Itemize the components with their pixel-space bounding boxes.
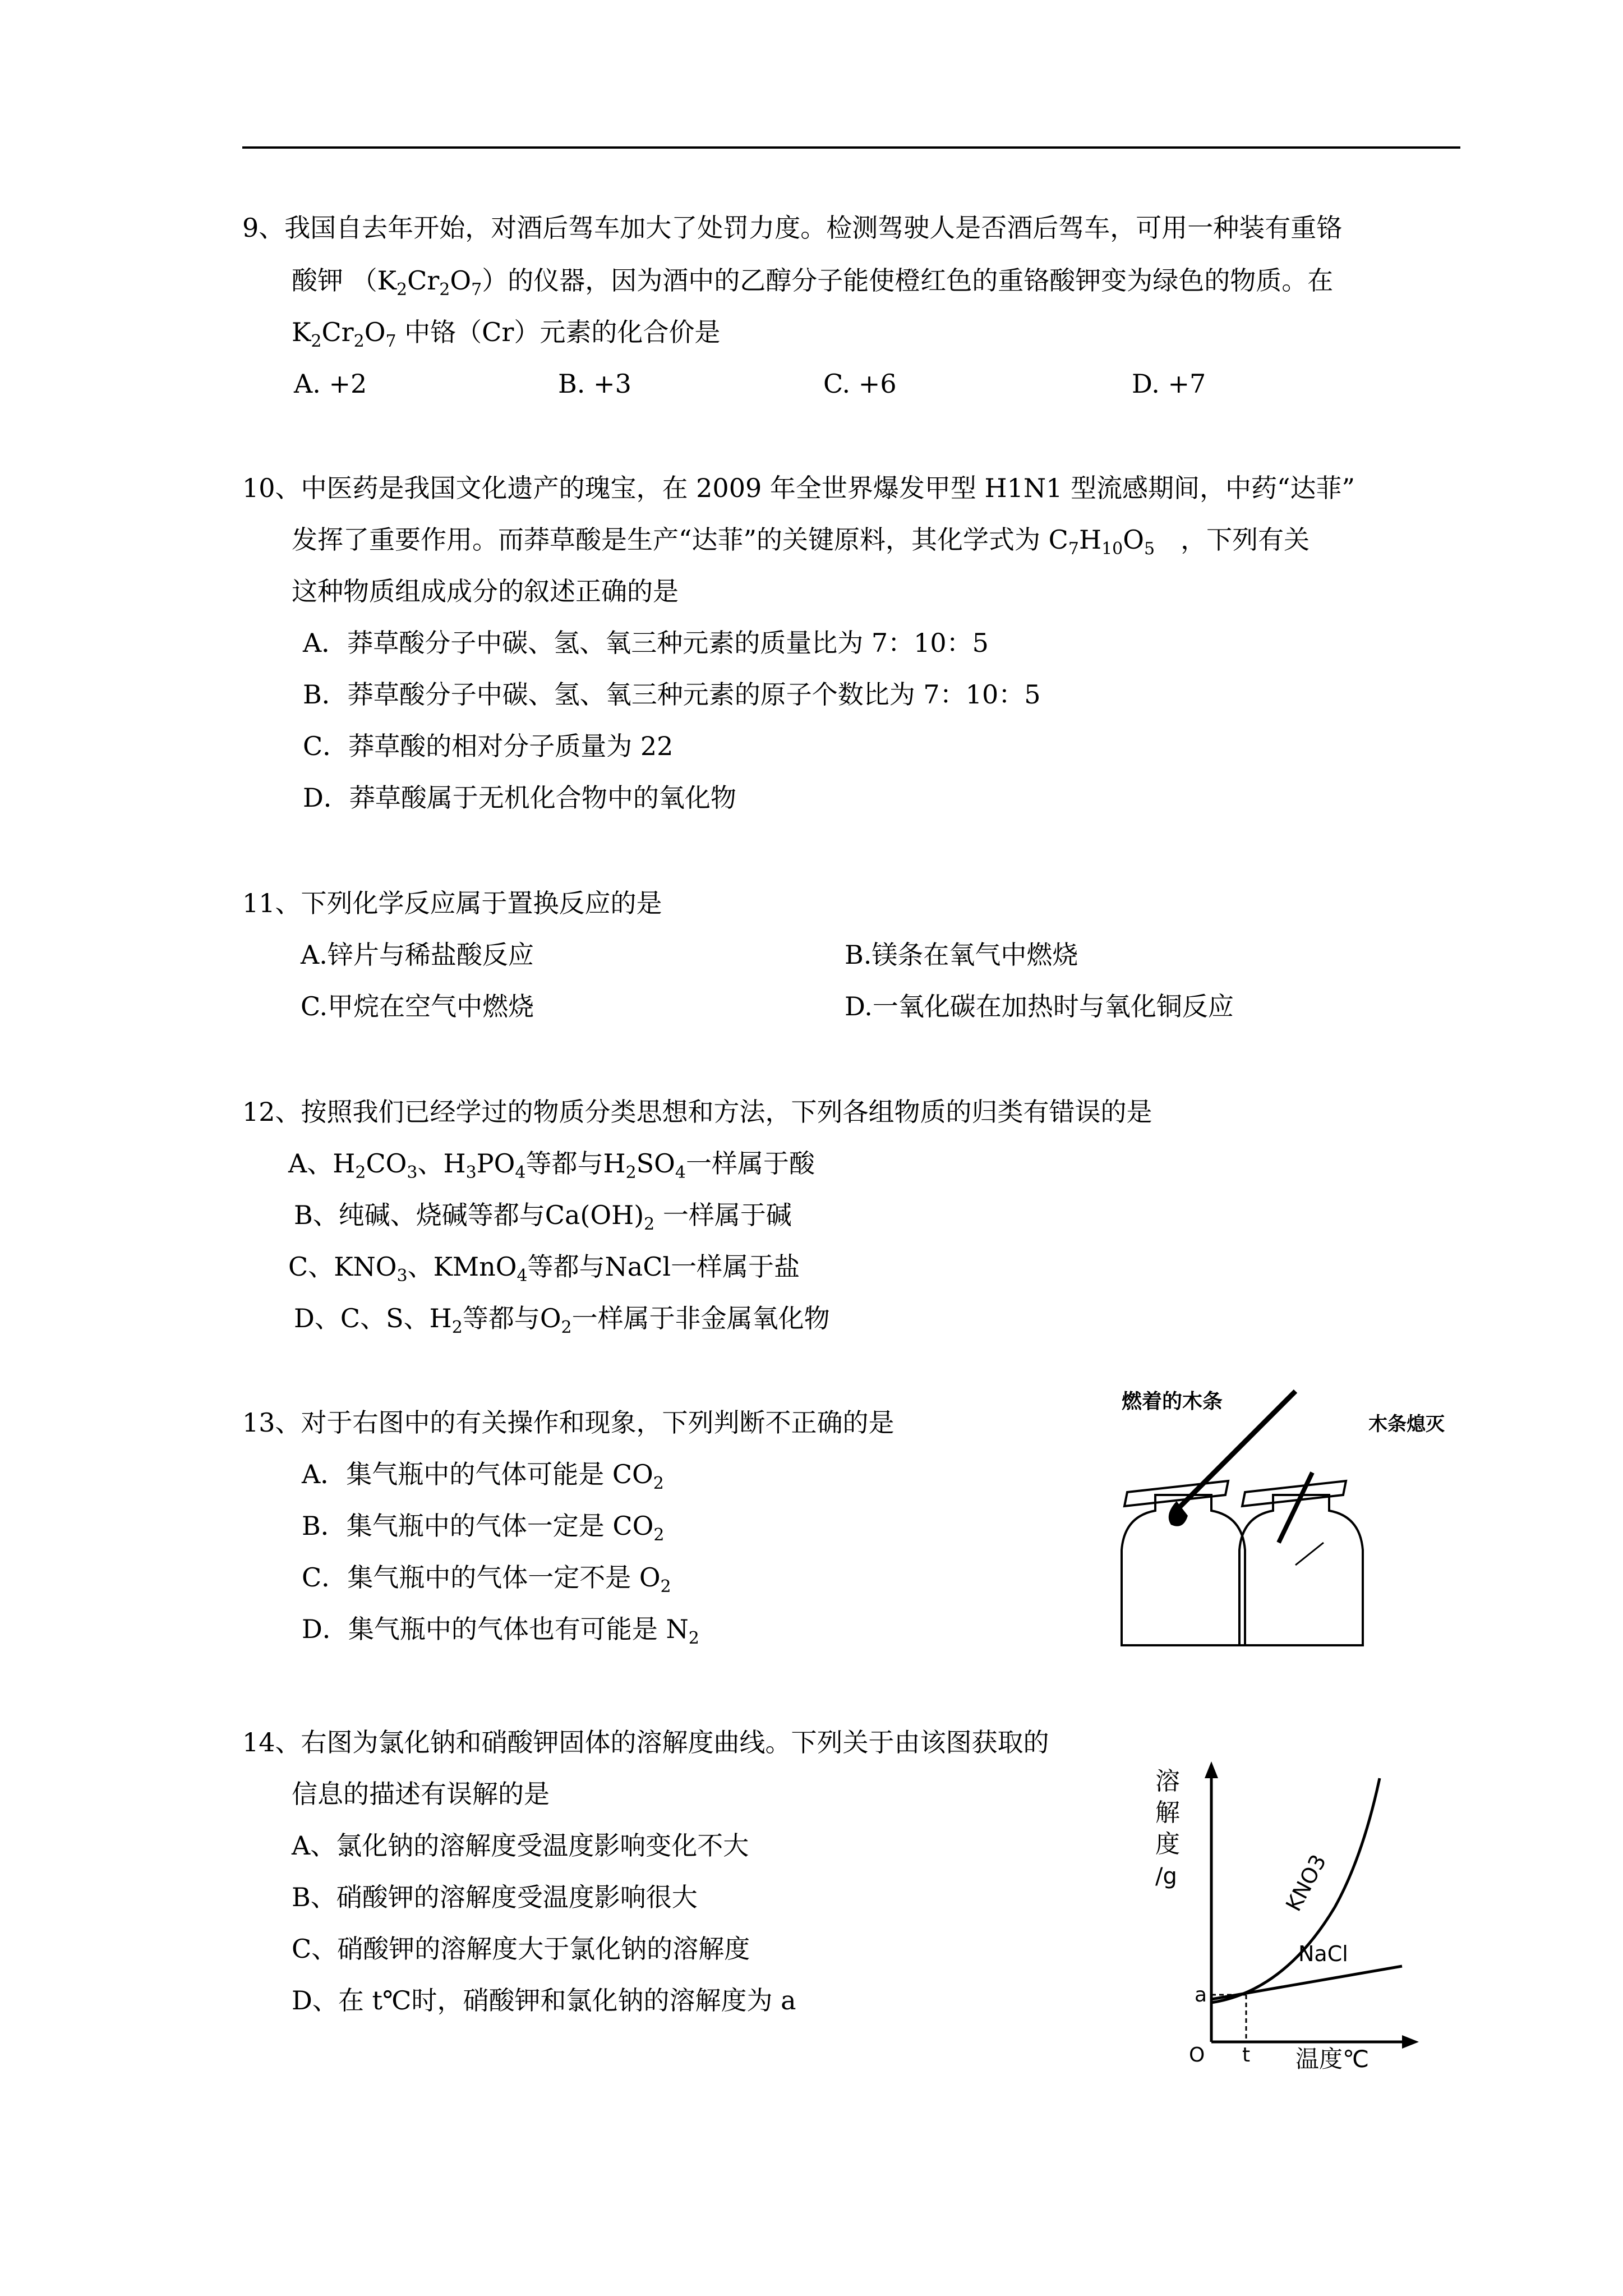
q13-option-b: B．集气瓶中的气体一定是 $CO_2$ — [302, 1511, 665, 1545]
q9-line1: 9、我国自去年开始，对酒后驾车加大了处罚力度。检测驾驶人是否酒后驾车，可用一种装有重铬 — [242, 213, 1343, 243]
y-tick-a: a — [1195, 1984, 1207, 2007]
y-label-3: 度 — [1155, 1830, 1180, 1858]
q14-option-b: B、硝酸钾的溶解度受温度影响很大 — [292, 1882, 698, 1912]
q10-line3: 这种物质组成成分的叙述正确的是 — [292, 576, 679, 606]
origin-label: O — [1189, 2044, 1205, 2067]
y-label-2: 解 — [1155, 1798, 1180, 1827]
q13-option-d: D．集气瓶中的气体也有可能是 $N_2$ — [302, 1614, 699, 1648]
q12-line1: 12、按照我们已经学过的物质分类思想和方法，下列各组物质的归类有错误的是 — [242, 1097, 1152, 1127]
q10-option-a: A．莽草酸分子中碳、氢、氧三种元素的质量比为 7：10：5 — [303, 628, 989, 658]
burning-splint-label: 燃着的木条 — [1122, 1390, 1223, 1413]
q11-line1: 11、下列化学反应属于置换反应的是 — [242, 888, 662, 918]
q14-line2: 信息的描述有误解的是 — [292, 1779, 550, 1809]
q12-option-c: C、$KNO_3$、KMnO$_4$等都与NaCl一样属于盐 — [288, 1251, 800, 1286]
q11-option-a: A.锌片与稀盐酸反应 — [301, 940, 534, 970]
q9-option-a: A. +2 — [294, 369, 367, 399]
q13-line1: 13、对于右图中的有关操作和现象，下列判断不正确的是 — [242, 1407, 895, 1438]
y-axis-arrow — [1205, 1761, 1218, 1778]
gas-bottle-figure — [1110, 1380, 1445, 1638]
q9-option-d: D. +7 — [1132, 369, 1206, 399]
q10-option-c: C．莽草酸的相对分子质量为 22 — [303, 731, 674, 761]
x-tick-t: t — [1242, 2044, 1251, 2067]
y-label-4: /g — [1155, 1864, 1177, 1889]
splint-2 — [1279, 1473, 1312, 1543]
q13-option-a: A．集气瓶中的气体可能是 $CO_2$ — [302, 1459, 664, 1493]
q9-option-c: C. +6 — [823, 369, 897, 399]
q14-option-d: D、在 t℃时，硝酸钾和氯化钠的溶解度为 a — [292, 1985, 796, 2016]
q11-option-b: B.镁条在氧气中燃烧 — [845, 940, 1078, 970]
q11-option-c: C.甲烷在空气中燃烧 — [301, 991, 534, 1022]
solubility-chart — [1138, 1756, 1430, 2073]
q14-option-c: C、硝酸钾的溶解度大于氯化钠的溶解度 — [292, 1934, 750, 1964]
q14-option-a: A、氯化钠的溶解度受温度影响变化不大 — [292, 1830, 749, 1861]
q10-option-b: B．莽草酸分子中碳、氢、氧三种元素的原子个数比为 7：10：5 — [303, 679, 1041, 710]
q10-line2: 发挥了重要作用。而莽草酸是生产“达菲”的关键原料，其化学式为 $C_7H_{10}O_5$ ，下列有关 — [292, 524, 1310, 559]
q12-option-d: D、C、S、$H_2$等都与$O_2$一样属于非金属氧化物 — [294, 1303, 830, 1337]
nacl-label: NaCl — [1298, 1941, 1348, 1966]
kno3-label: KNO3 — [1281, 1850, 1331, 1916]
q9-option-b: B. +3 — [558, 369, 631, 399]
y-label-1: 溶 — [1155, 1767, 1180, 1796]
x-axis-label: 温度℃ — [1295, 2045, 1370, 2073]
q10-line1: 10、中医药是我国文化遗产的瑰宝，在 2009 年全世界爆发甲型 H1N1 型流感期间，中药“达菲” — [242, 473, 1355, 503]
nacl-line — [1211, 1966, 1402, 1999]
q12-option-b: B、纯碱、烧碱等都与$Ca(OH)_2$ 一样属于碱 — [294, 1200, 792, 1234]
pointer-line — [1295, 1543, 1324, 1565]
header-rule — [242, 146, 1460, 149]
x-axis-arrow — [1402, 2035, 1419, 2049]
glass-plate-2 — [1242, 1481, 1346, 1506]
q9-line2: 酸钾 $(K_2Cr_2O_7)$的仪器，因为酒中的乙醇分子能使橙红色的重铬酸钾变为绿色的物质。在 — [292, 265, 1334, 300]
q9-line3: $K_2Cr_2O_7$ 中铬（Cr）元素的化合价是 — [292, 317, 721, 351]
q11-option-d: D.一氧化碳在加热时与氧化铜反应 — [845, 991, 1234, 1022]
bottle-2 — [1239, 1495, 1363, 1645]
q14-line1: 14、右图为氯化钠和硝酸钾固体的溶解度曲线。下列关于由该图获取的 — [242, 1727, 1049, 1757]
q10-option-d: D．莽草酸属于无机化合物中的氧化物 — [303, 783, 736, 813]
splint-out-label: 木条熄灭 — [1368, 1413, 1445, 1435]
q12-option-a: A、$H_2CO_3$、$H_3PO_4$等都与$H_2SO_4$一样属于酸 — [288, 1148, 815, 1182]
q13-option-c: C．集气瓶中的气体一定不是 $O_2$ — [302, 1562, 671, 1596]
